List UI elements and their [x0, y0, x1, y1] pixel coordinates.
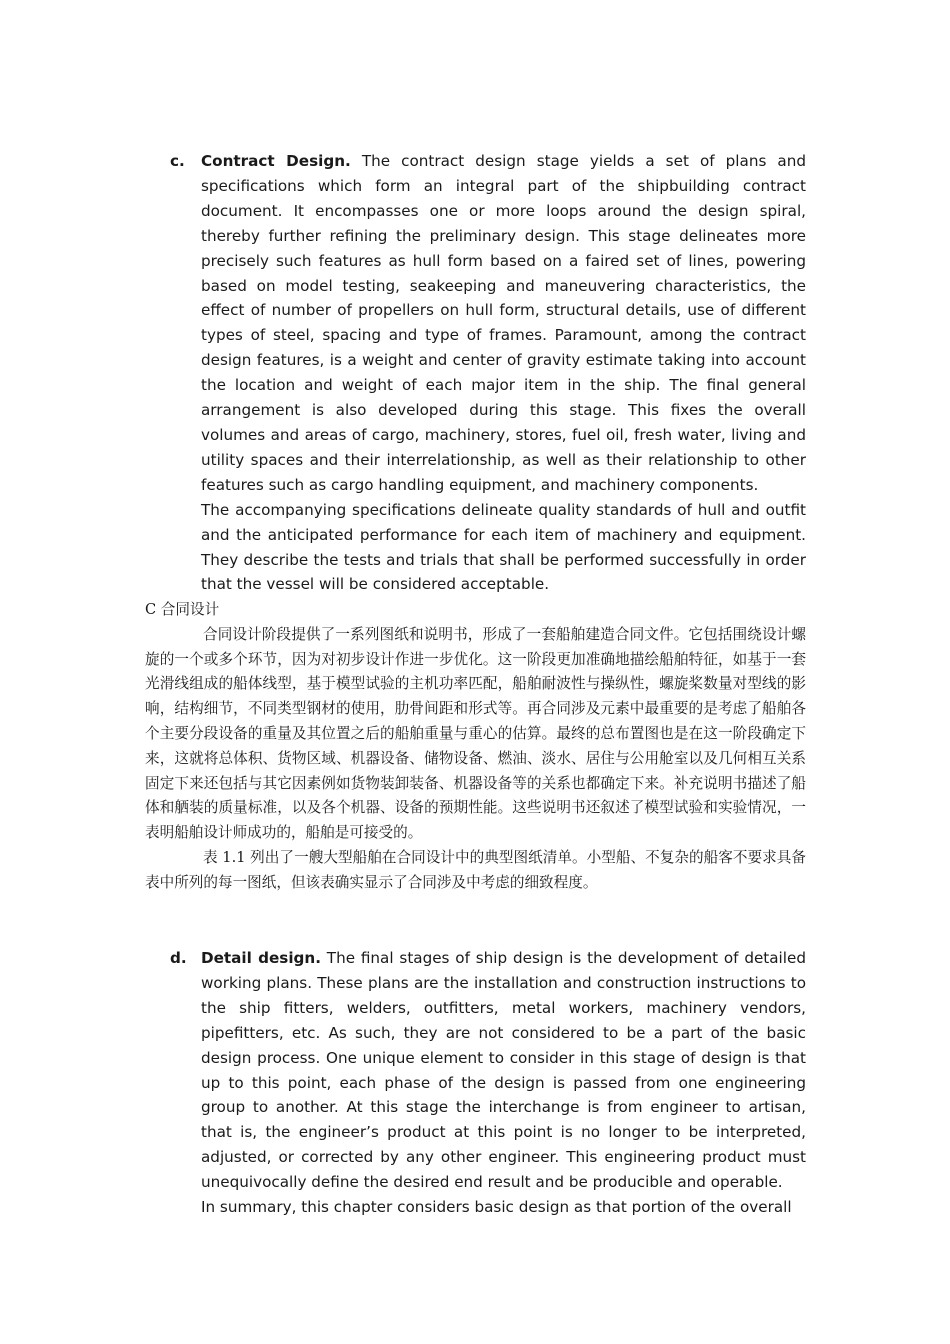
section-d-detail-design — [170, 946, 806, 1220]
chinese-translation-c — [145, 598, 806, 896]
translation-c-heading: C 合同设计 — [145, 601, 220, 618]
section-d-paragraph-1-text: The final stages of ship design is the development of detailed working plans. These plans are the installation and construction instructions to the ship fitters, welders, outfitters, metal workers, machinery vendors, pipefitters, etc. As such, they are not considered to be a part of the basic design process. One unique element to consider in this stage of design is that up to this point, each phase of the design is passed from one engineering group to another. At this stage the interchange is from engineer to artisan, that is, the engineer’s product at this point is no longer to be interpreted, adjusted, or corrected by any other engineer. This engineering product must unequivocally define the desired end result and be producible and operable. — [201, 949, 806, 1192]
section-d-paragraph-1 — [201, 946, 806, 1195]
section-c-marker: c. — [170, 152, 185, 170]
section-c-paragraph-1-text: The contract design stage yields a set of plans and specifications which form an integral part of the shipbuilding contract document. It encompasses one or more loops around the design spiral, thereby further refining the preliminary design. This stage delineates more precisely such features as hull form based on a faired set of lines, powering based on model testing, seakeeping and maneuvering characteristics, the effect of number of propellers on hull form, structural details, use of different types of steel, spacing and type of frames. Paramount, among the contract design features, is a weight and center of gravity estimate taking into account the location and weight of each major item in the ship. The final general arrangement is also developed during this stage. This fixes the overall volumes and areas of cargo, machinery, stores, fuel oil, fresh water, living and utility spaces and their interrelationship, as well as their relationship to other features such as cargo handling equipment, and machinery components. — [201, 152, 806, 494]
section-c-contract-design — [170, 149, 806, 597]
translation-c-paragraph-1: 合同设计阶段提供了一系列图纸和说明书，形成了一套船舶建造合同文件。它包括围绕设计螺旋的一个或多个环节，因为对初步设计作进一步优化。这一阶段更加准确地描绘船舶特征，如基于一套光滑线组成的船体线型，基于模型试验的主机功率匹配，船舶耐波性与操纵性，螺旋桨数量对型线的影响，结构细节，不同类型钢材的使用，肋骨间距和形式等。再合同涉及元素中最重要的是考虑了船舶各个主要分段设备的重量及其位置之后的船舶重量与重心的估算。最终的总布置图也是在这一阶段确定下来，这就将总体积、货物区域、机器设备、储物设备、燃油、淡水、居住与公用舱室以及几何相互关系固定下来还包括与其它因素例如货物装卸装备、机器设备等的关系也都确定下来。补充说明书描述了船体和舾装的质量标准，以及各个机器、设备的预期性能。这些说明书还叙述了模型试验和实验情况，一表明船舶设计师成功的，船舶是可接受的。 — [145, 625, 806, 842]
section-d-marker: d. — [170, 949, 187, 967]
section-d-paragraph-2: In summary, this chapter considers basic design as that portion of the overall — [201, 1198, 792, 1217]
section-c-paragraph-1 — [201, 149, 806, 498]
section-d-body — [201, 946, 806, 1220]
translation-c-paragraph-2: 表 1.1 列出了一艘大型船舶在合同设计中的典型图纸清单。小型船、不复杂的船客不要求具备表中所列的每一图纸，但该表确实显示了合同涉及中考虑的细致程度。 — [145, 848, 806, 891]
section-c-body — [201, 149, 806, 597]
section-c-paragraph-2: The accompanying specifications delineate quality standards of hull and outfit and the anticipated performance for each item of machinery and equipment. They describe the tests and trials that shall be performed successfully in order that the vessel will be considered acceptable. — [201, 500, 806, 594]
section-d-heading: Detail design. — [201, 949, 321, 967]
section-c-heading: Contract Design. — [201, 152, 351, 170]
